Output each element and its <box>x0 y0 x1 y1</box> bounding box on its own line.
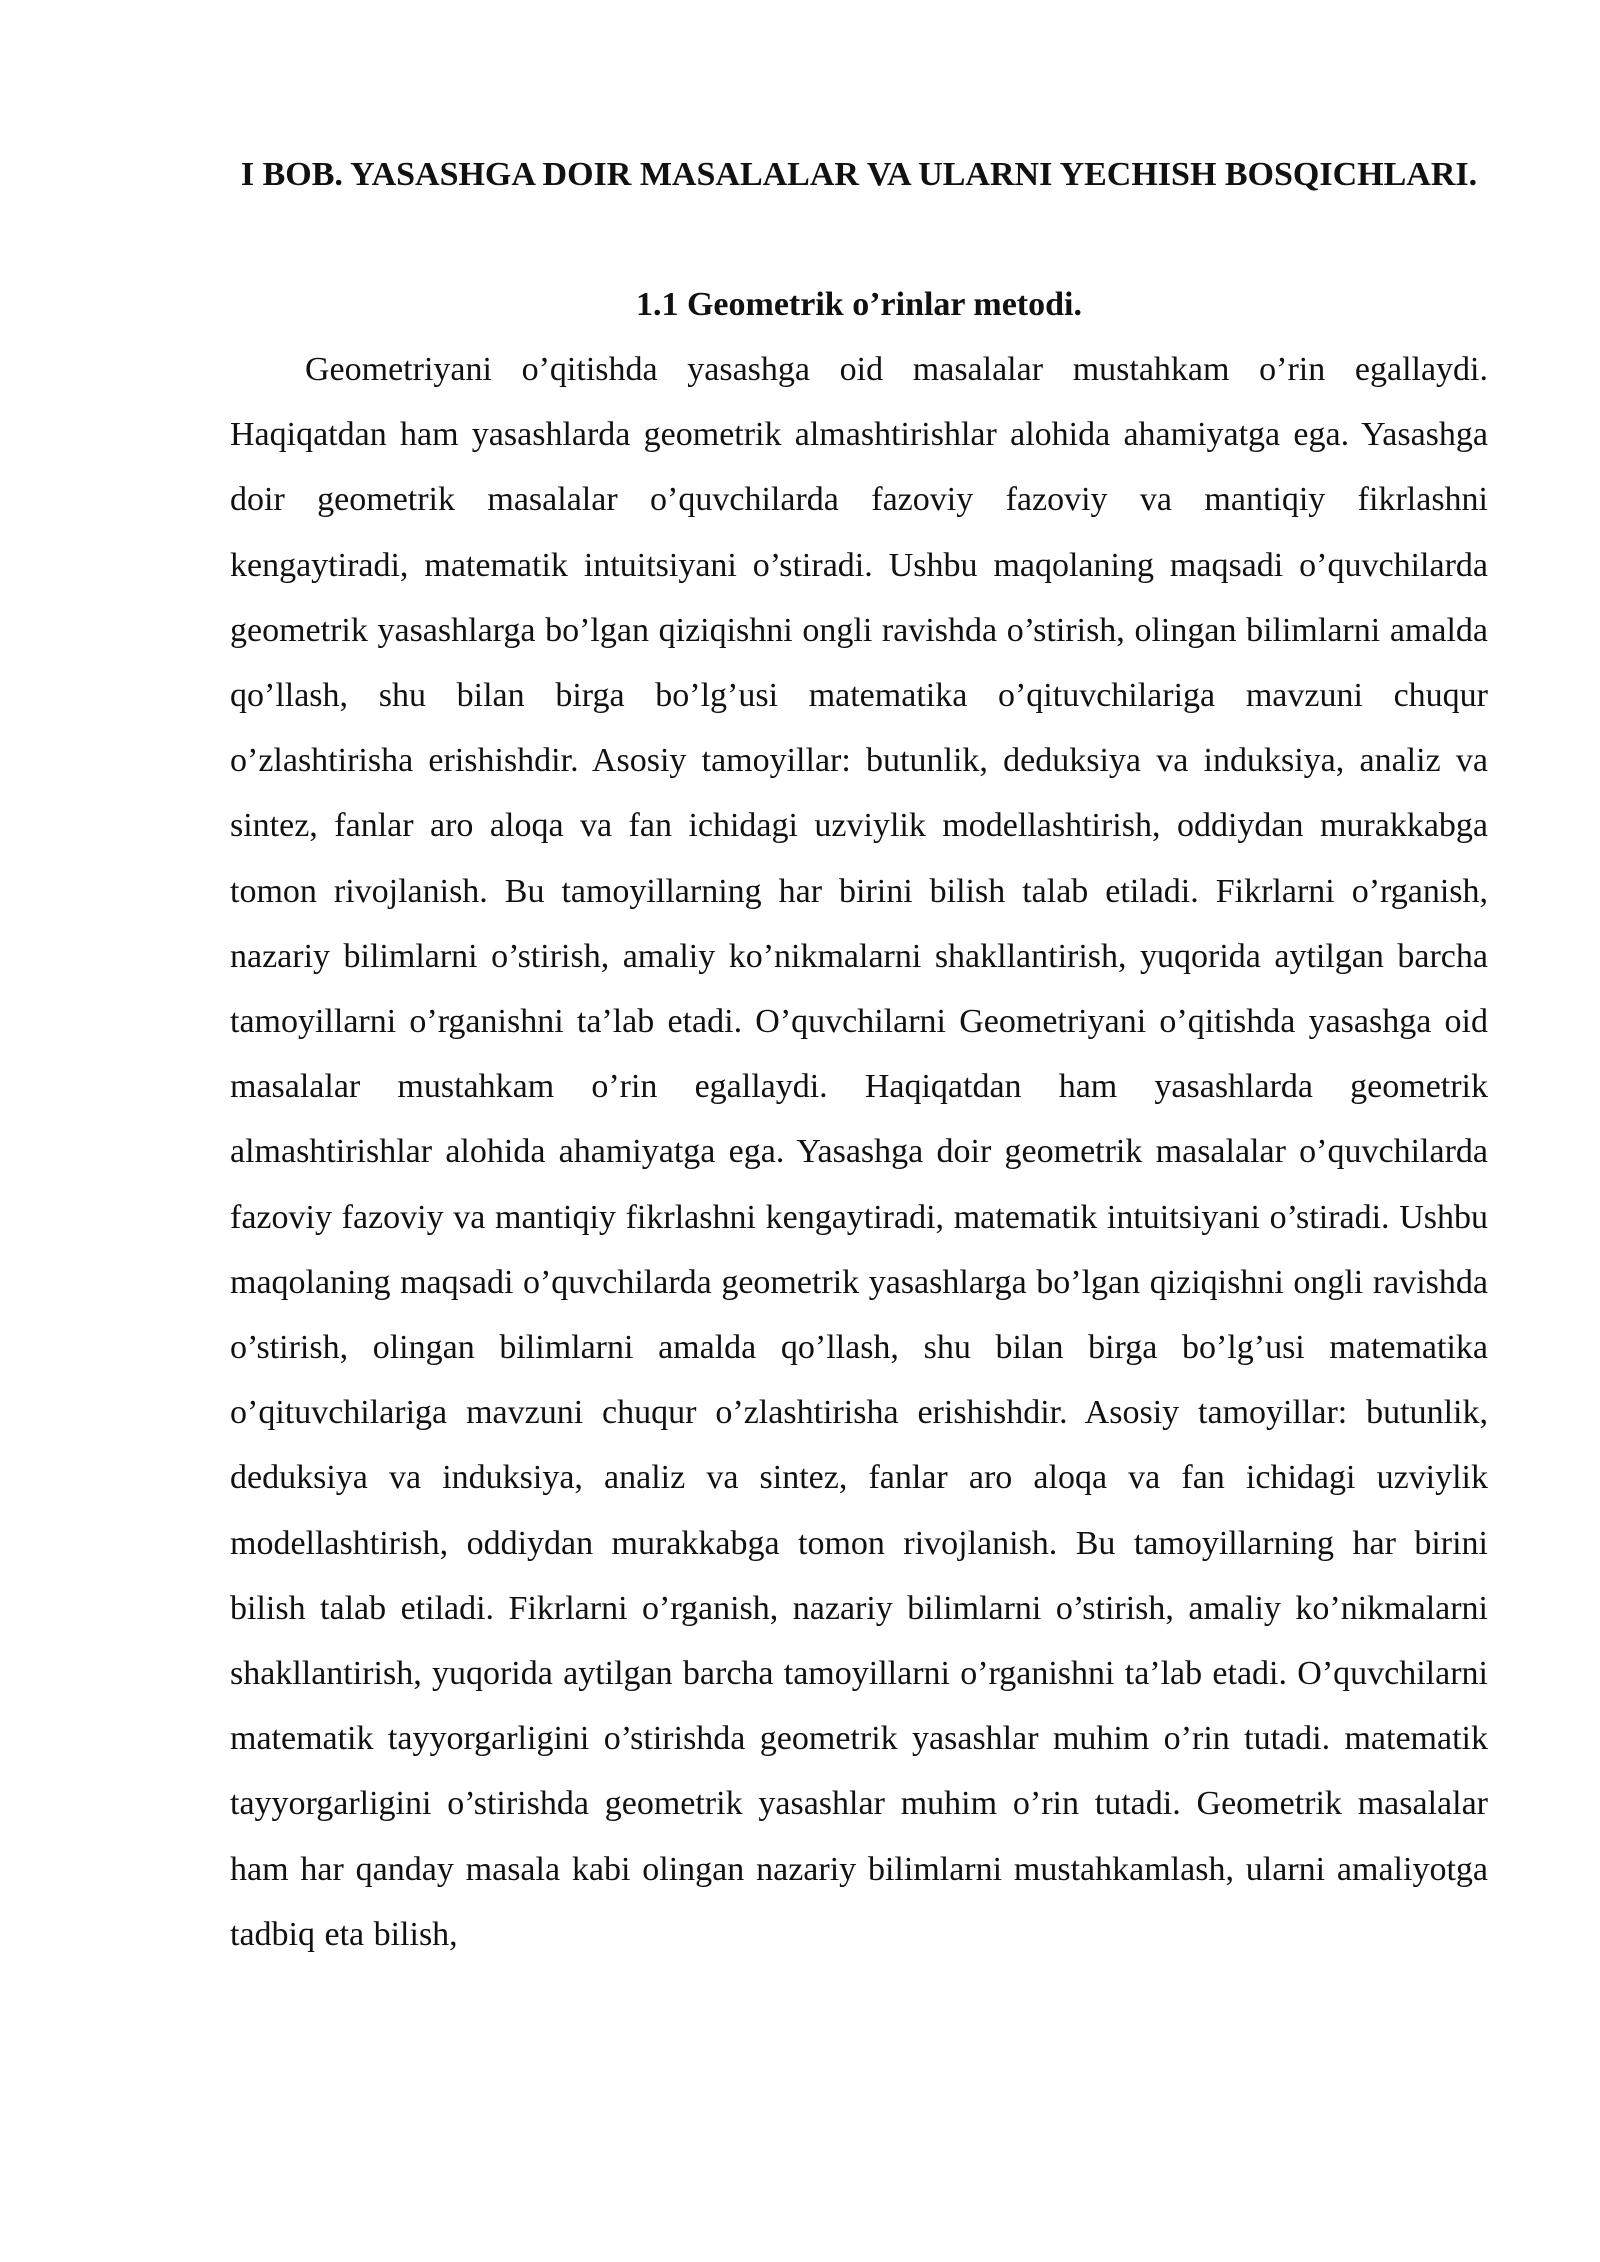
body-paragraph: Geometriyani o’qitishda yasashga oid masalalar mustahkam o’rin egallaydi. Haqiqatdan ham yasashlarda geometrik almashtirishlar alohida ahamiyatga ega. Yasashga doir geometrik masalalar o’quvchilarda fazoviy fazoviy va mantiqiy fikrlashni kengaytiradi, matematik intuitsiyani o’stiradi. Ushbu maqolaning maqsadi o’quvchilarda geometrik yasashlarga bo’lgan qiziqishni ongli ravishda o’stirish, olingan bilimlarni amalda qo’llash, shu bilan birga bo’lg’usi matematika o’qituvchilariga mavzuni chuqur o’zlashtirisha erishishdir. Asosiy tamoyillar: butunlik, deduksiya va induksiya, analiz va sintez, fanlar aro aloqa va fan ichidagi uzviylik modellashtirish, oddiydan murakkabga tomon rivojlanish. Bu tamoyillarning har birini bilish talab etiladi. Fikrlarni o’rganish, nazariy bilimlarni o’stirish, amaliy ko’nikmalarni shakllantirish, yuqorida aytilgan barcha tamoyillarni o’rganishni ta’lab etadi. O’quvchilarni Geometriyani o’qitishda yasashga oid masalalar mustahkam o’rin egallaydi. Haqiqatdan ham yasashlarda geometrik almashtirishlar alohida ahamiyatga ega. Yasashga doir geometrik masalalar o’quvchilarda fazoviy fazoviy va mantiqiy fikrlashni kengaytiradi, matematik intuitsiyani o’stiradi. Ushbu maqolaning maqsadi o’quvchilarda geometrik yasashlarga bo’lgan qiziqishni ongli ravishda o’stirish, olingan bilimlarni amalda qo’llash, shu bilan birga bo’lg’usi matematika o’qituvchilariga mavzuni chuqur o’zlashtirisha erishishdir. Asosiy tamoyillar: butunlik, deduksiya va induksiya, analiz va sintez, fanlar aro aloqa va fan ichidagi uzviylik modellashtirish, oddiydan murakkabga tomon rivojlanish. Bu tamoyillarning har birini bilish talab etiladi. Fikrlarni o’rganish, nazariy bilimlarni o’stirish, amaliy ko’nikmalarni shakllantirish, yuqorida aytilgan barcha tamoyillarni o’rganishni ta’lab etadi. O’quvchilarni matematik tayyorgarligini o’stirishda geometrik yasashlar muhim o’rin tutadi. matematik tayyorgarligini o’stirishda geometrik yasashlar muhim o’rin tutadi. Geometrik masalalar ham har qanday masala kabi olingan nazariy bilimlarni mustahkamlash, ularni amaliyotga tadbiq eta bilish, <box>230 351 1488 1953</box>
chapter-title: I BOB. YASASHGA DOIR MASALALAR VA ULARNI YECHISH BOSQICHLARI. <box>240 156 1478 193</box>
section-title: 1.1 Geometrik o’rinlar metodi. <box>635 286 1082 323</box>
